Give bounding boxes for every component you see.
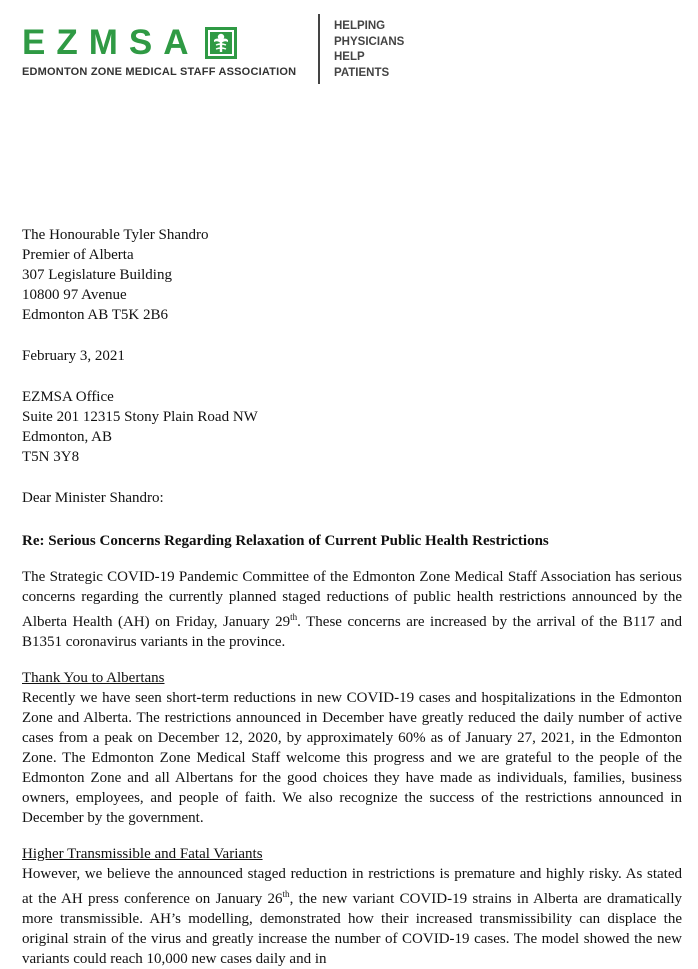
association-name: EDMONTON ZONE MEDICAL STAFF ASSOCIATION <box>22 66 297 78</box>
tagline-line: HELPING <box>334 20 386 32</box>
address-line: Suite 201 12315 Stony Plain Road NW <box>22 409 258 425</box>
address-line: Edmonton AB T5K 2B6 <box>22 307 168 323</box>
tagline-line: PATIENTS <box>334 66 390 79</box>
tagline-line: PHYSICIANS <box>334 35 405 48</box>
sender-address <box>22 387 682 467</box>
section-heading: Thank You to Albertans <box>22 670 165 686</box>
section-text-end: , the new variant COVID-19 strains in Alberta are dramatically more transmissible. AH’s modelling, demonstrated how their increased transmissibility can displace the original strain of the virus and greatly increase the number of COVID-19 cases. The model showed the new variants could reach 10,000 new cases daily and in <box>22 891 682 967</box>
salutation: Dear Minister Shandro: <box>22 490 164 506</box>
address-line: EZMSA Office <box>22 389 114 405</box>
subject-line: Re: Serious Concerns Regarding Relaxation of Current Public Health Restrictions <box>22 533 549 549</box>
ordinal-suffix: th <box>290 612 298 622</box>
letter-body <box>22 225 682 969</box>
brand-name: EZMSA <box>22 23 200 62</box>
recipient-address <box>22 225 682 325</box>
address-line: 307 Legislature Building <box>22 267 172 283</box>
tagline <box>334 19 404 81</box>
intro-text: The Strategic COVID-19 Pandemic Committee of the Edmonton Zone Medical Staff Association has serious concerns regarding the currently planned staged reductions of public health restrictions announced by the Alberta Health (AH) on Friday, January 29 <box>22 569 682 630</box>
address-line: T5N 3Y8 <box>22 449 80 465</box>
letterhead <box>0 0 698 90</box>
tagline-line: HELP <box>334 51 365 63</box>
section-paragraph: Recently we have seen short-term reductions in new COVID-19 cases and hospitalizations in the Edmonton Zone and Alberta. The restrictions announced in December have greatly reduced the daily number of active cases from a peak on December 12, 2020, by approximately 60% as of January 27, 2021, in the Edmonton Zone. The Edmonton Zone Medical Staff welcome this progress and we are grateful to the people of the Edmonton Zone and all Albertans for the good choices they have made as individuals, families, business owners, employees, and people of faith. We also recognize the success of the restrictions announced in December by the government. <box>22 690 682 826</box>
address-line: 10800 97 Avenue <box>22 287 127 303</box>
section-paragraph <box>22 864 682 969</box>
address-line: The Honourable Tyler Shandro <box>22 227 209 243</box>
section-text: As stated at the AH press conference on January 26 <box>22 866 682 907</box>
brand <box>22 24 238 62</box>
medical-logo-icon <box>204 26 238 60</box>
intro-text-end: . These concerns are increased by the arrival of the B117 and B1351 coronavirus variants in the province. <box>22 614 683 650</box>
address-line: Edmonton, AB <box>22 429 113 445</box>
address-line: Premier of Alberta <box>22 247 134 263</box>
section-heading: Higher Transmissible and Fatal Variants <box>22 846 263 862</box>
letter-date: February 3, 2021 <box>22 348 125 364</box>
ordinal-suffix: th <box>282 889 290 899</box>
section-text: However, we believe the announced staged reduction in restrictions is premature and highly risky. <box>22 866 622 882</box>
intro-paragraph <box>22 567 682 652</box>
letterhead-divider <box>318 14 320 84</box>
